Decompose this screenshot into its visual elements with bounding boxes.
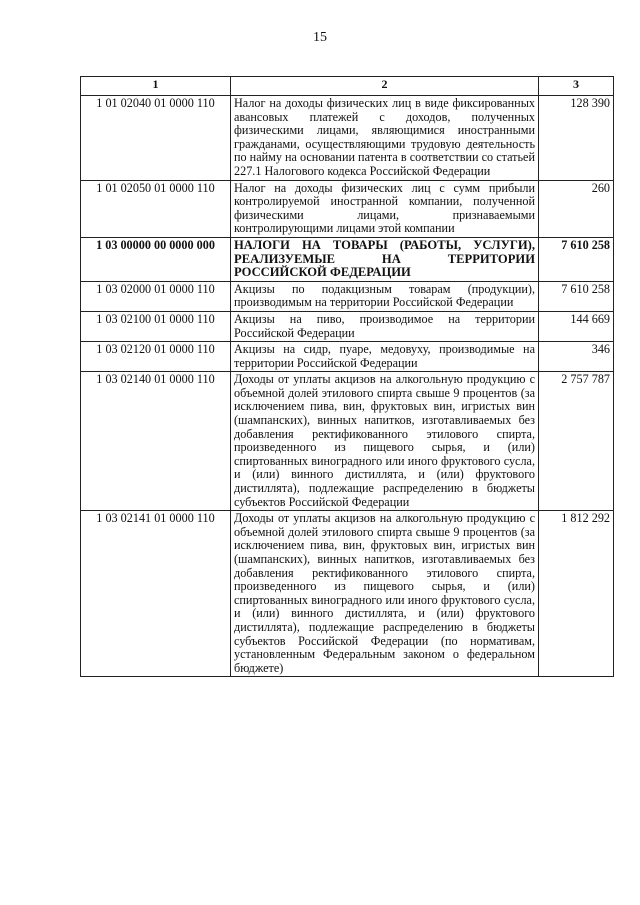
table-header bbox=[81, 77, 614, 96]
table-row bbox=[81, 180, 614, 237]
description-cell: Акцизы на сидр, пуаре, медовуху, производимые на территории Российской Федерации bbox=[231, 342, 539, 372]
code-cell: 1 01 02040 01 0000 110 bbox=[81, 96, 231, 181]
revenue-table bbox=[80, 76, 614, 677]
description-cell: Налог на доходы физических лиц с сумм прибыли контролируемой иностранной компании, полученной физическими лицами, признаваемыми контролирующими лицами этой компании bbox=[231, 180, 539, 237]
code-cell: 1 01 02050 01 0000 110 bbox=[81, 180, 231, 237]
table-row bbox=[81, 237, 614, 281]
amount-cell: 7 610 258 bbox=[539, 281, 614, 311]
column-header-amount: 3 bbox=[539, 77, 614, 96]
column-header-description: 2 bbox=[231, 77, 539, 96]
code-cell: 1 03 02100 01 0000 110 bbox=[81, 311, 231, 341]
amount-cell: 346 bbox=[539, 342, 614, 372]
code-cell: 1 03 02000 01 0000 110 bbox=[81, 281, 231, 311]
table-row bbox=[81, 311, 614, 341]
table-row bbox=[81, 511, 614, 677]
table-row bbox=[81, 372, 614, 511]
code-cell: 1 03 02141 01 0000 110 bbox=[81, 511, 231, 677]
description-cell: Налог на доходы физических лиц в виде фиксированных авансовых платежей с доходов, полученных физическими лицами, являющимися иностранными гражданами, осуществляющими трудовую деятельность по найму на основании патента в соответствии со статьей 227.1 Налогового кодекса Российской Федерации bbox=[231, 96, 539, 181]
description-cell: Доходы от уплаты акцизов на алкогольную продукцию с объемной долей этилового спирта свыше 9 процентов (за исключением пива, вин, фруктовых вин, игристых вин (шампанских), винных напитков, изготавливаемых без добавления ректификованного этилового спирта, произведенного из пищевого сырья, и (или) спиртованных виноградного или иного фруктового сусла, и (или) винного дистиллята, и (или) фруктового дистиллята), подлежащие распределению в бюджеты субъектов Российской Федерации (по нормативам, установленным Федеральным законом о федеральном бюджете) bbox=[231, 511, 539, 677]
description-cell: Доходы от уплаты акцизов на алкогольную продукцию с объемной долей этилового спирта свыше 9 процентов (за исключением пива, вин, фруктовых вин, игристых вин (шампанских), винных напитков, изготавливаемых без добавления ректификованного этилового спирта, произведенного из пищевого сырья, и (или) спиртованных виноградного или иного фруктового сусла, и (или) винного дистиллята, и (или) фруктового дистиллята), подлежащие распределению в бюджеты субъектов Российской Федерации bbox=[231, 372, 539, 511]
header-row bbox=[81, 77, 614, 96]
code-cell: 1 03 02120 01 0000 110 bbox=[81, 342, 231, 372]
description-cell: Акцизы на пиво, производимое на территории Российской Федерации bbox=[231, 311, 539, 341]
page-number: 15 bbox=[313, 30, 327, 45]
amount-cell: 7 610 258 bbox=[539, 237, 614, 281]
table-body bbox=[81, 96, 614, 677]
amount-cell: 144 669 bbox=[539, 311, 614, 341]
table-row bbox=[81, 281, 614, 311]
amount-cell: 260 bbox=[539, 180, 614, 237]
amount-cell: 2 757 787 bbox=[539, 372, 614, 511]
description-cell: НАЛОГИ НА ТОВАРЫ (РАБОТЫ, УСЛУГИ), РЕАЛИЗУЕМЫЕ НА ТЕРРИТОРИИ РОССИЙСКОЙ ФЕДЕРАЦИИ bbox=[231, 237, 539, 281]
table-row bbox=[81, 96, 614, 181]
column-header-code: 1 bbox=[81, 77, 231, 96]
amount-cell: 128 390 bbox=[539, 96, 614, 181]
code-cell: 1 03 00000 00 0000 000 bbox=[81, 237, 231, 281]
description-cell: Акцизы по подакцизным товарам (продукции), производимым на территории Российской Федерации bbox=[231, 281, 539, 311]
table-row bbox=[81, 342, 614, 372]
code-cell: 1 03 02140 01 0000 110 bbox=[81, 372, 231, 511]
amount-cell: 1 812 292 bbox=[539, 511, 614, 677]
